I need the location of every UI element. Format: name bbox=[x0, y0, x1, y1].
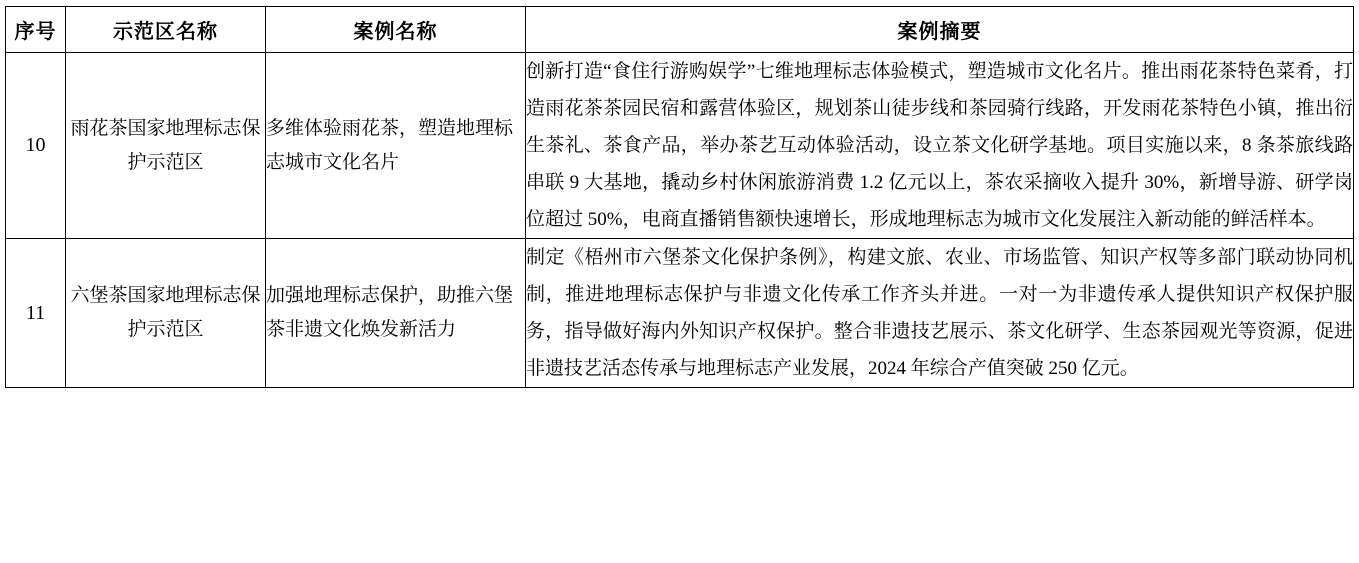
cell-zone bbox=[66, 239, 266, 388]
case-table bbox=[5, 6, 1354, 388]
column-header-zone: 示范区名称 bbox=[66, 7, 266, 53]
table-header bbox=[6, 7, 1354, 53]
cell-digest bbox=[526, 53, 1354, 239]
table-body bbox=[6, 53, 1354, 388]
zone-text: 六堡茶国家地理标志保护示范区 bbox=[70, 285, 261, 340]
digest-text: 创新打造“食住行游购娱学”七维地理标志体验模式，塑造城市文化名片。推出雨花茶特色菜肴，打造雨花茶茶园民宿和露营体验区，规划茶山徒步线和茶园骑行线路，开发雨花茶特色小镇，推出衍生茶礼、茶食产品，举办茶艺互动体验活动，设立茶文化研学基地。项目实施以来，8 条茶旅线路串联 9 大基地，撬动乡村休闲旅游消费 1.2 亿元以上，茶农采摘收入提升 30%，新增导游、研学岗位超过 50%，电商直播销售额快速增长，形成地理标志为城市文化发展注入新动能的鲜活样本。 bbox=[526, 61, 1353, 230]
column-header-digest: 案例摘要 bbox=[526, 7, 1354, 53]
table-header-row bbox=[6, 7, 1354, 53]
column-header-index: 序号 bbox=[6, 7, 66, 53]
cell-case bbox=[266, 53, 526, 239]
digest-text: 制定《梧州市六堡茶文化保护条例》，构建文旅、农业、市场监管、知识产权等多部门联动协同机制，推进地理标志保护与非遗文化传承工作齐头并进。一对一为非遗传承人提供知识产权保护服务，指导做好海内外知识产权保护。整合非遗技艺展示、茶文化研学、生态茶园观光等资源，促进非遗技艺活态传承与地理标志产业发展，2024 年综合产值突破 250 亿元。 bbox=[526, 247, 1353, 379]
case-text: 加强地理标志保护，助推六堡茶非遗文化焕发新活力 bbox=[266, 285, 514, 340]
case-text: 多维体验雨花茶，塑造地理标志城市文化名片 bbox=[266, 117, 514, 173]
zone-text: 雨花茶国家地理标志保护示范区 bbox=[70, 117, 261, 173]
table-row bbox=[6, 239, 1354, 388]
column-header-case: 案例名称 bbox=[266, 7, 526, 53]
cell-case bbox=[266, 239, 526, 388]
cell-index: 11 bbox=[6, 239, 66, 388]
cell-digest bbox=[526, 239, 1354, 388]
cell-index: 10 bbox=[6, 53, 66, 239]
table-row bbox=[6, 53, 1354, 239]
cell-zone bbox=[66, 53, 266, 239]
